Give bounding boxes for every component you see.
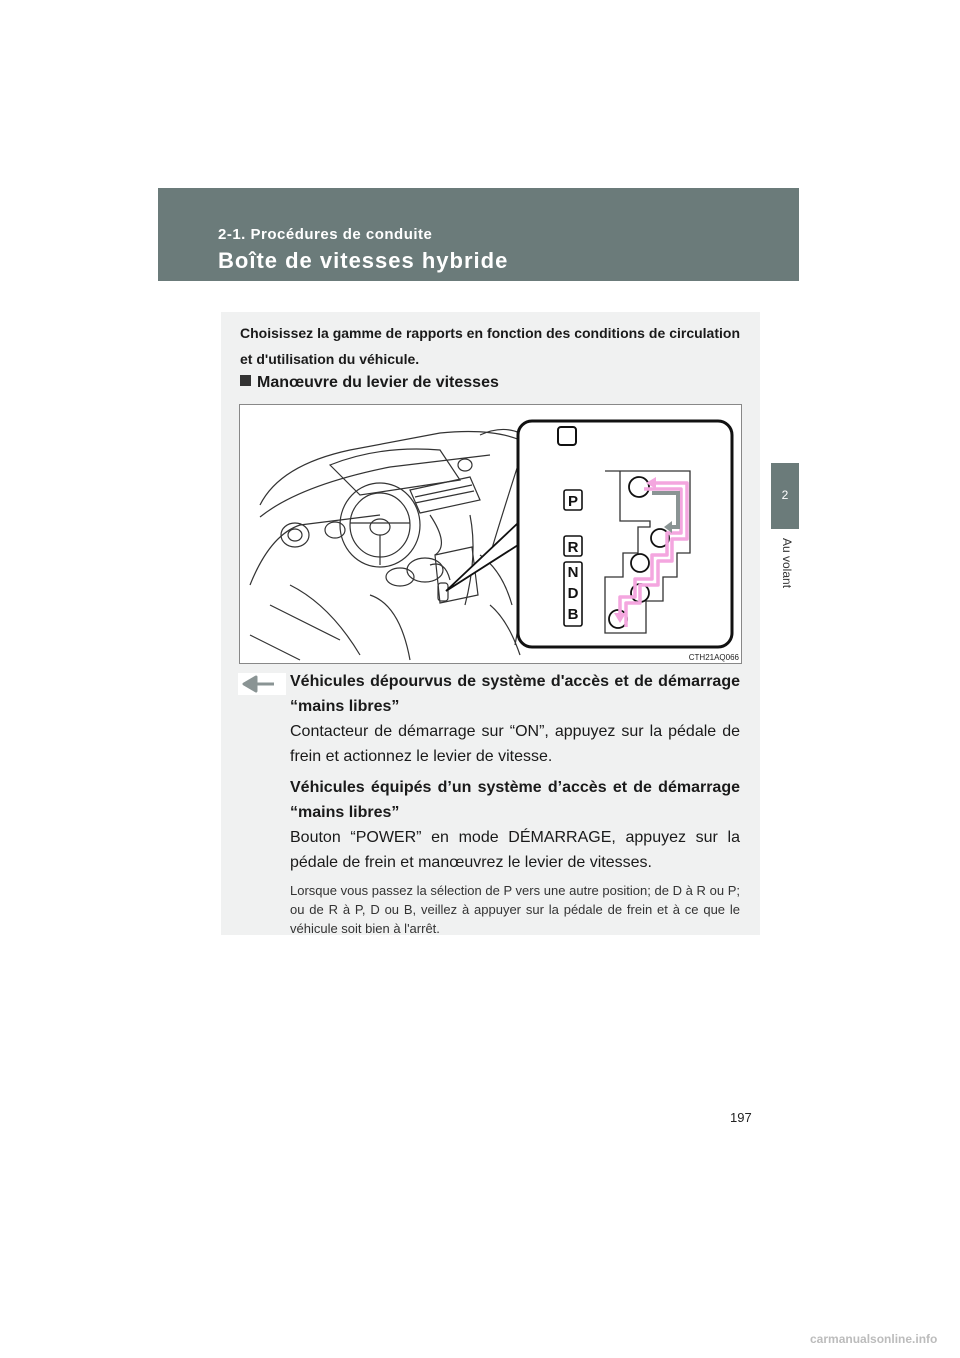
instruction-heading: Véhicules dépourvus de système d'accès et de démarrage “mains libres” xyxy=(290,673,740,715)
instruction-text: Bouton “POWER” en mode DÉMARRAGE, appuyez sur la pédale de frein et manœuvrez le levier de vitesses. xyxy=(290,829,740,871)
arrow-left-icon xyxy=(238,673,286,695)
shift-lever-figure xyxy=(239,404,742,664)
watermark: carmanualsonline.info xyxy=(810,1332,938,1346)
gear-label-d: D xyxy=(567,585,579,602)
gear-label-p: P xyxy=(567,493,579,510)
figure-code: CTH21AQ066 xyxy=(688,653,739,662)
intro-text: Choisissez la gamme de rapports en fonction des conditions de circulation et d'utilisation du véhicule. xyxy=(240,325,740,367)
chapter-tab[interactable] xyxy=(771,463,799,529)
chapter-label: Au volant xyxy=(780,538,794,589)
dashboard-illustration xyxy=(240,405,743,665)
chapter-number: 2 xyxy=(781,488,789,502)
square-bullet-icon xyxy=(240,375,251,386)
page-header xyxy=(158,188,799,281)
note-text: Lorsque vous passez la sélection de P vers une autre position; de D à R ou P; ou de R à P, D ou B, veillez à appuyer sur la pédale de frein et à ce que le véhicule soit bien à l'arrêt. xyxy=(290,883,740,936)
content-box xyxy=(221,312,760,935)
subheading-text: Manœuvre du levier de vitesses xyxy=(257,374,499,391)
subheading xyxy=(240,374,499,392)
page-title: Boîte de vitesses hybride xyxy=(218,248,509,273)
gear-label-n: N xyxy=(567,564,579,581)
gear-label-r: R xyxy=(567,539,579,556)
instruction-text: Contacteur de démarrage sur “ON”, appuyez sur la pédale de frein et actionnez le levier de vitesse. xyxy=(290,723,740,765)
instructions xyxy=(290,669,740,938)
gear-label-b: B xyxy=(567,606,579,623)
instruction-heading: Véhicules équipés d’un système d’accès et de démarrage “mains libres” xyxy=(290,779,740,821)
page-number: 197 xyxy=(730,1110,752,1125)
section-label: 2-1. Procédures de conduite xyxy=(218,226,433,243)
